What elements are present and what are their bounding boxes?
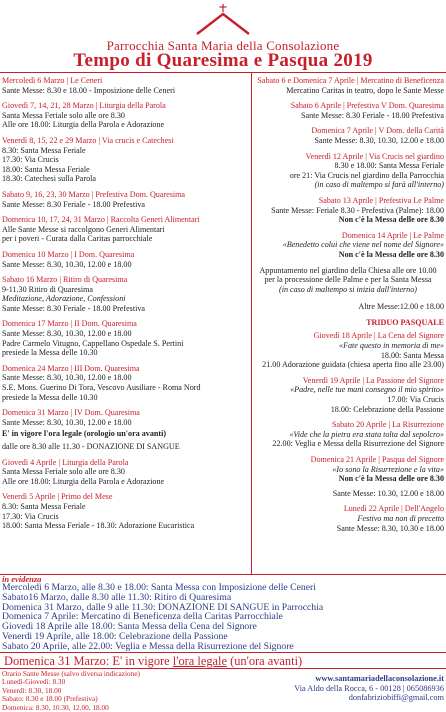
event-block bbox=[2, 76, 252, 95]
event-line: Sante Messe: 8.30, 10.30, 12.00 e 18.00 bbox=[314, 135, 444, 145]
event-heading: Venerdì 5 Aprile | Primo del Mese bbox=[2, 492, 113, 502]
event-line: 8.30 e 18.00: Santa Messa Feriale bbox=[334, 161, 444, 171]
evidenza-item: Domenica 7 Aprile: Mercatino di Beneficenza della Caritas Parrocchiale bbox=[2, 611, 283, 623]
event-line: 18.00: Santa Messa Feriale - 18.30: Adorazione Eucaristica bbox=[2, 521, 195, 531]
website-link[interactable]: www.santamariadellaconsolazione.it bbox=[315, 674, 444, 683]
event-line: per la processione delle Palme e per la Santa Messa bbox=[264, 275, 432, 285]
event-heading: Sabato 13 Aprile | Prefestiva Le Palme bbox=[318, 195, 444, 205]
event-quote: «Fate questo in memoria di me» bbox=[339, 341, 444, 351]
event-heading: Venerdì 8, 15, 22 e 29 Marzo | Via crucis e Catechesi bbox=[2, 135, 174, 145]
event-line: Sante Messe: 8.30, 10.30, 12.00 e 18.00 bbox=[2, 329, 132, 339]
event-line: dalle ore 8.30 alle 11.30 - DONAZIONE DI SANGUE bbox=[2, 442, 180, 451]
banner-text: (un'ora avanti) bbox=[226, 654, 303, 668]
event-block bbox=[2, 275, 252, 313]
event-line: Sante Messe: 8.30 Feriale - 18.00 Prefestiva bbox=[301, 110, 444, 120]
orario-line: Sabato: 8.30 e 18.00 (Prefestiva) bbox=[2, 694, 98, 704]
event-note: (in caso di maltempo si farà all'interno) bbox=[314, 180, 444, 190]
event-block bbox=[2, 364, 252, 402]
event-line: 17.00: Via Crucis bbox=[387, 395, 444, 405]
event-heading: Domenica 10 Marzo | I Dom. Quaresima bbox=[2, 249, 135, 259]
orario-line: Orario Sante Messe (salvo diversa indicazione) bbox=[2, 669, 140, 678]
event-line: Santa Messa Feriale solo alle ore 8.30 bbox=[2, 110, 125, 120]
page-title: Tempo di Quaresima e Pasqua 2019 bbox=[73, 50, 373, 71]
event-heading: Domenica 7 Aprile | V Dom. della Carità bbox=[311, 126, 444, 136]
event-heading: Domenica 31 Marzo | IV Dom. Quaresima bbox=[2, 408, 140, 418]
orario-line: Venerdì: 8.30, 18.00 bbox=[2, 685, 62, 695]
orario-messe bbox=[2, 670, 222, 712]
event-notice: Non c'è la Messa delle ore 8.30 bbox=[338, 249, 444, 259]
event-line: Santa Messa Feriale solo alle ore 8.30 bbox=[2, 467, 125, 477]
event-heading: Domenica 21 Aprile | Pasqua del Signore bbox=[310, 455, 444, 464]
email-link[interactable]: donfabriziobiffi@gmail.com bbox=[348, 693, 444, 703]
event-line: 8.30: Santa Messa Feriale bbox=[2, 145, 86, 155]
header bbox=[0, 0, 446, 78]
event-line: ore 21: Via Crucis nel giardino della Parrocchia bbox=[289, 170, 444, 180]
banner-text: Domenica 31 Marzo: E' in vigore bbox=[4, 654, 173, 668]
event-heading: Sabato 16 Marzo | Ritiro di Quaresima bbox=[2, 275, 128, 285]
event-line: Padre Carmelo Vitugno, Cappellano Ospedale S. Pertini bbox=[2, 338, 184, 348]
event-line: per i poveri - Curata dalla Caritas parrocchiale bbox=[2, 234, 153, 244]
event-heading: Sabato 6 e Domenica 7 Aprile | Mercatino di Beneficenza bbox=[257, 76, 444, 85]
event-block bbox=[252, 455, 444, 498]
event-block bbox=[252, 331, 444, 369]
event-heading: Sabato 20 Aprile | La Risurrezione bbox=[332, 420, 444, 430]
evidenza-item: Venerdì 19 Aprile, alle 18.00: Celebrazione della Passione bbox=[2, 630, 228, 642]
event-line: Appuntamento nel giardino della Chiesa alle ore 10.00 bbox=[259, 265, 437, 275]
event-block bbox=[252, 420, 444, 449]
banner-underlined-text: l'ora legale bbox=[172, 654, 227, 668]
top-divider bbox=[0, 72, 446, 73]
event-block bbox=[252, 126, 444, 145]
event-block bbox=[2, 319, 252, 357]
evidenza-item: Sabato16 Marzo, dalle 8.30 alle 11.30: Ritiro di Quaresima bbox=[2, 591, 232, 603]
orario-line: Lunedì-Giovedì: 8.30 bbox=[2, 677, 66, 687]
banner-divider-top bbox=[0, 652, 446, 653]
event-heading: Domenica 10, 17, 24, 31 Marzo | Raccolta Generi Alimentari bbox=[2, 215, 200, 225]
event-heading: Domenica 14 Aprile | Le Palme bbox=[341, 230, 444, 240]
event-line: 21.00 Adorazione guidata (chiesa aperta fino alle 23.00) bbox=[262, 360, 444, 370]
event-line: 9-11.30 Ritiro di Quaresima bbox=[2, 284, 93, 294]
evidenza-label: in evidenza bbox=[2, 574, 42, 584]
event-heading: Domenica 24 Marzo | III Dom. Quaresima bbox=[2, 363, 140, 373]
event-line: Sante Messe: 8.30 Feriale - 18.00 Prefestiva bbox=[2, 303, 145, 313]
event-heading: Mercoledì 6 Marzo | Le Ceneri bbox=[2, 76, 103, 85]
event-heading: Sabato 6 Aprile | Prefestiva V Dom. Quaresima bbox=[290, 101, 444, 111]
event-note: (in caso di maltempo si inizia dall'interno) bbox=[279, 284, 417, 294]
event-notice: Non c'è la Messa delle ore 8.30 bbox=[338, 474, 444, 484]
event-block bbox=[252, 101, 444, 120]
evidenza-item: Sabato 20 Aprile, alle 22.00: Veglia e Messa della Risurrezione del Signore bbox=[2, 640, 294, 652]
event-block bbox=[2, 458, 252, 487]
event-block bbox=[252, 504, 444, 533]
evidenza-divider bbox=[0, 574, 446, 575]
event-heading: Lunedì 22 Aprile | Dell'Angelo bbox=[343, 504, 444, 514]
event-line: 18.00: Santa Messa Feriale bbox=[2, 164, 90, 174]
event-block bbox=[2, 215, 252, 244]
event-block bbox=[2, 190, 252, 209]
ora-legale-banner bbox=[0, 654, 446, 669]
church-roof-icon bbox=[194, 2, 252, 40]
event-line: Meditazione, Adorazione, Confessioni bbox=[2, 294, 126, 304]
orario-line: Domenica: 8.30, 10.30, 12.00, 18.00 bbox=[2, 702, 109, 712]
left-column bbox=[2, 76, 252, 537]
event-line: Sante Messe: 8.30 Feriale - 18.00 Prefestiva bbox=[2, 199, 145, 209]
event-line: Sante Messe: 10.30, 12.00 e 18.00 bbox=[332, 488, 444, 498]
event-heading: Giovedì 7, 14, 21, 28 Marzo | Liturgia della Parola bbox=[2, 101, 166, 111]
event-heading: Venerdì 19 Aprile | La Passione del Signore bbox=[302, 375, 444, 385]
event-quote: «Benedetto colui che viene nel nome del Signore» bbox=[282, 240, 444, 250]
event-block bbox=[2, 492, 252, 530]
event-heading: Giovedì 4 Aprile | Liturgia della Parola bbox=[2, 457, 129, 467]
event-block bbox=[2, 101, 252, 130]
contacts bbox=[230, 674, 444, 703]
event-block bbox=[2, 408, 252, 451]
evidenza-item: Mercoledì 6 Marzo, alle 8.30 e 18.00: Santa Messa con Imposizione delle Ceneri bbox=[2, 582, 316, 593]
ora-legale-notice: E' in vigore l'ora legale (orologio un'ora avanti) bbox=[2, 429, 167, 439]
event-line: S.E. Mons. Guerino Di Tora, Vescovo Ausiliare - Roma Nord bbox=[2, 383, 201, 393]
event-quote: «Io sono la Risurrezione e la vita» bbox=[332, 464, 444, 474]
event-line: Alle Sante Messe si raccolgono Generi Alimentari bbox=[2, 224, 165, 234]
event-quote: «Vide che la pietra era stata tolta dal sepolcro» bbox=[289, 429, 444, 439]
event-quote: Festivo ma non di precetto bbox=[357, 513, 444, 523]
event-block bbox=[252, 231, 444, 312]
event-block bbox=[2, 136, 252, 184]
event-block bbox=[252, 196, 444, 225]
event-line: 18.30: Catechesi sulla Parola bbox=[2, 174, 96, 184]
event-heading: Venerdì 12 Aprile | Via Crucis nel giardino bbox=[305, 151, 444, 161]
event-line: Sante Messe: Feriale 8.30 - Prefestiva (Palme): 18.00 bbox=[271, 205, 444, 215]
event-line: Sante Messe: 8.30, 10.30, 12.00 e 18.00 bbox=[2, 259, 132, 269]
event-heading: Domenica 17 Marzo | II Dom. Quaresima bbox=[2, 319, 137, 329]
parish-name: Parrocchia Santa Maria della Consolazione bbox=[106, 38, 340, 53]
event-line: Sante Messe: 8.30, 10.30, 12.00 e 18.00 bbox=[2, 373, 132, 383]
evidenza-item: Giovedì 18 Aprile alle 18.00: Santa Messa della Cena del Signore bbox=[2, 621, 257, 633]
evidenza-list bbox=[2, 583, 444, 652]
event-heading: Sabato 9, 16, 23, 30 Marzo | Prefestiva Dom. Quaresima bbox=[2, 189, 186, 199]
event-block bbox=[252, 376, 444, 414]
event-notice: Non c'è la Messa delle ore 8.30 bbox=[338, 215, 444, 225]
event-quote: «Padre, nelle tue mani consegno il mio spirito» bbox=[290, 385, 444, 395]
event-line: Sante Messe: 8.30, 10.30 e 18.00 bbox=[336, 523, 444, 533]
event-block bbox=[2, 250, 252, 269]
event-line: 18.00: Celebrazione della Passione bbox=[330, 404, 444, 414]
event-line: 8.30: Santa Messa Feriale bbox=[2, 501, 86, 511]
event-line: Mercatino Caritas in teatro, dopo le Sante Messe bbox=[286, 85, 444, 95]
event-line: presiede la Messa delle 10.30 bbox=[2, 392, 98, 402]
triduo-heading: TRIDUO PASQUALE bbox=[366, 317, 444, 327]
event-line: Alle ore 18.00: Liturgia della Parola e Adorazione bbox=[2, 120, 165, 130]
event-line: 17.30: Via Crucis bbox=[2, 511, 59, 521]
event-line: Altre Messe:12.00 e 18.00 bbox=[358, 302, 444, 312]
event-line: Alle ore 18.00: Liturgia della Parola e Adorazione bbox=[2, 476, 165, 486]
evidenza-item: Domenica 31 Marzo, dalle 9 alle 11.30: DONAZIONE DI SANGUE in Parrocchia bbox=[2, 601, 324, 613]
event-line: 18.00: Santa Messa bbox=[380, 350, 444, 360]
address-text: Via Aldo della Rocca, 6 - 00128 | 065086936 bbox=[294, 683, 444, 693]
event-block bbox=[252, 152, 444, 190]
event-block bbox=[252, 76, 444, 95]
right-column bbox=[252, 76, 444, 539]
event-heading: Giovedì 18 Aprile | La Cena del Signore bbox=[313, 331, 444, 341]
event-line: Sante Messe: 8.30, 10.30, 12.00 e 18.00 bbox=[2, 417, 132, 427]
event-line: 22.00: Veglia e Messa della Risurrezione del Signore bbox=[272, 439, 444, 449]
event-line: 17.30: Via Crucis bbox=[2, 155, 59, 165]
event-line: presiede la Messa delle 10.30 bbox=[2, 348, 98, 358]
event-line: Sante Messe: 8.30 e 18.00 - Imposizione delle Ceneri bbox=[2, 85, 176, 95]
